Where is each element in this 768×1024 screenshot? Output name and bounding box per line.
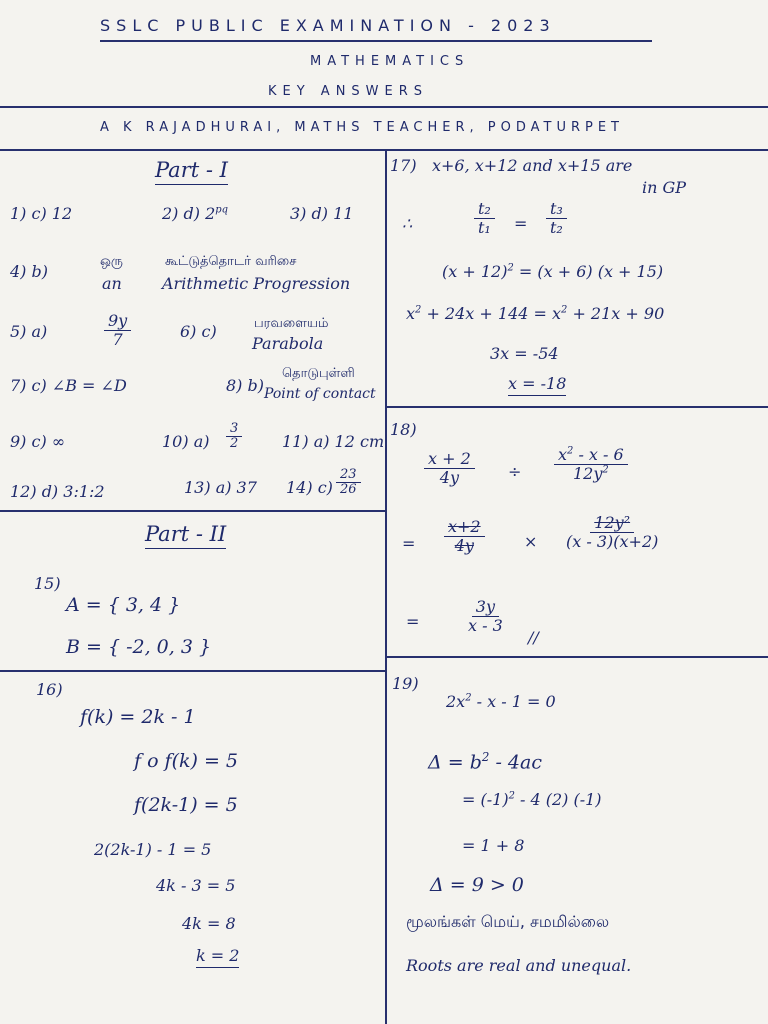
q18-divide: ÷ <box>508 462 522 481</box>
q18-frac4: $\frac{\text{12y²}}{(x - 3)(x+2)}$ <box>566 513 659 551</box>
grid-vertical <box>385 149 387 1024</box>
q15-set-a: A = { 3, 4 } <box>66 594 181 616</box>
q17-ratio-left: $\frac{\text{t₂}}{\text{t₁}}$ <box>474 200 495 236</box>
q19-line1: $2x^2 - x - 1 = 0$ <box>446 692 556 711</box>
answer-q11: 11) a) 12 cm <box>282 432 385 451</box>
answer-q1: 1) c) 12 <box>10 204 73 223</box>
grid-right-mid <box>385 406 768 408</box>
q19-line3: = $(-1)^2 - 4$ (2) (-1) <box>462 790 602 809</box>
answer-q9: 9) c) ∞ <box>10 432 66 451</box>
answer-q10-fraction: $\frac{3}{2}$ <box>226 422 242 452</box>
answer-q10-label: 10) a) <box>162 432 210 451</box>
answer-q4-en-b: Arithmetic Progression <box>162 274 351 293</box>
q18-times: × <box>524 532 538 551</box>
q18-frac1: $\frac{x + 2}{4y}$ <box>424 450 475 486</box>
q19-line2: $\Delta = b^2 - 4ac$ <box>428 750 542 774</box>
q16-line5: 4k - 3 = 5 <box>156 876 236 895</box>
answer-q13: 13) a) 37 <box>184 478 257 497</box>
author-line: A K RAJADHURAI, MATHS TEACHER, PODATURPET <box>100 120 624 135</box>
q19-line5: Δ = 9 > 0 <box>430 874 524 896</box>
grid-left-low <box>0 670 385 672</box>
answer-q6-en: Parabola <box>252 334 324 353</box>
q16-line3: f(2k-1) = 5 <box>134 794 238 816</box>
q17-label: 17) <box>390 156 417 175</box>
q17-therefore: ∴ <box>402 214 413 233</box>
answer-q14-label: 14) c) <box>286 478 333 497</box>
q19-line4: = 1 + 8 <box>462 836 525 855</box>
header-divider <box>0 106 768 108</box>
q18-eq2: = <box>406 612 420 631</box>
q17-line2: $(x + 12)^2 = (x + 6)$ (x + 15) <box>442 262 664 281</box>
part1-title: Part - I <box>155 158 228 185</box>
grid-right-low <box>385 656 768 658</box>
answer-q12: 12) d) 3:1:2 <box>10 482 105 501</box>
answer-q8-tamil: தொடுபுள்ளி <box>282 366 355 381</box>
q18-frac2: $\frac{x^2 - x - 6}{12y^2}$ <box>554 446 628 482</box>
q18-eq1: = <box>402 534 416 553</box>
exam-title-underline <box>100 40 652 42</box>
grid-left-mid <box>0 510 385 512</box>
answer-q7: 7) c) ∠B = ∠D <box>10 376 127 395</box>
answer-q8-en: Point of contact <box>264 386 376 402</box>
q18-frac3: $\frac{x+2}{4y}$ <box>444 518 485 554</box>
part2-title: Part - II <box>145 522 226 549</box>
q18-label: 18) <box>390 420 417 439</box>
q16-line2: f o f(k) = 5 <box>134 750 239 772</box>
q19-label: 19) <box>392 674 419 693</box>
q15-set-b: B = { -2, 0, 3 } <box>66 636 212 658</box>
answer-q8-label: 8) b) <box>226 376 264 395</box>
answer-q2: 2) d) $2^{pq}$ <box>162 204 228 223</box>
answer-q4-tamil-a: ஒரு <box>100 254 123 269</box>
q15-label: 15) <box>34 574 61 593</box>
q16-label: 16) <box>36 680 63 699</box>
q19-tamil-conclusion: மூலங்கள் மெய், சமமில்லை <box>406 912 610 931</box>
answer-q6-label: 6) c) <box>180 322 217 341</box>
answer-q5-fraction: $\frac{9y}{7}$ <box>104 312 131 348</box>
answer-q4-en-a: an <box>102 274 122 293</box>
q17-intro-gp: in GP <box>642 178 687 197</box>
q16-result: k = 2 <box>196 946 239 968</box>
answer-q3: 3) d) 11 <box>290 204 354 223</box>
q17-line3: $x^2 + 24x + 144 = x^2 + 21x + 90$ <box>406 304 665 323</box>
q18-result: $\frac{3y}{x - 3}$ <box>468 597 503 635</box>
q17-ratio-eq: = <box>514 214 528 233</box>
answer-q14-fraction: $\frac{23}{26}$ <box>336 468 361 498</box>
exam-title: SSLC PUBLIC EXAMINATION - 2023 <box>100 16 556 35</box>
answer-q5-label: 5) a) <box>10 322 48 341</box>
subject-title: MATHEMATICS <box>310 54 470 69</box>
q17-result: x = -18 <box>508 374 566 396</box>
q16-line1: f(k) = 2k - 1 <box>80 706 196 728</box>
q16-line6: 4k = 8 <box>182 914 236 933</box>
q17-line4: 3x = -54 <box>490 344 559 363</box>
doc-title: KEY ANSWERS <box>268 84 429 99</box>
answer-q4-tamil-b: கூட்டுத்தொடர் வரிசை <box>165 254 297 269</box>
q18-end-mark: // <box>528 628 539 647</box>
answer-q4-label: 4) b) <box>10 262 48 281</box>
answer-q6-tamil: பரவளையம் <box>254 316 329 331</box>
grid-top <box>0 149 768 151</box>
q17-ratio-right: $\frac{\text{t₃}}{\text{t₂}}$ <box>546 200 567 236</box>
q19-english-conclusion: Roots are real and unequal. <box>406 956 632 975</box>
q17-intro: x+6, x+12 and x+15 are <box>432 156 633 175</box>
q16-line4: 2(2k-1) - 1 = 5 <box>94 840 212 859</box>
